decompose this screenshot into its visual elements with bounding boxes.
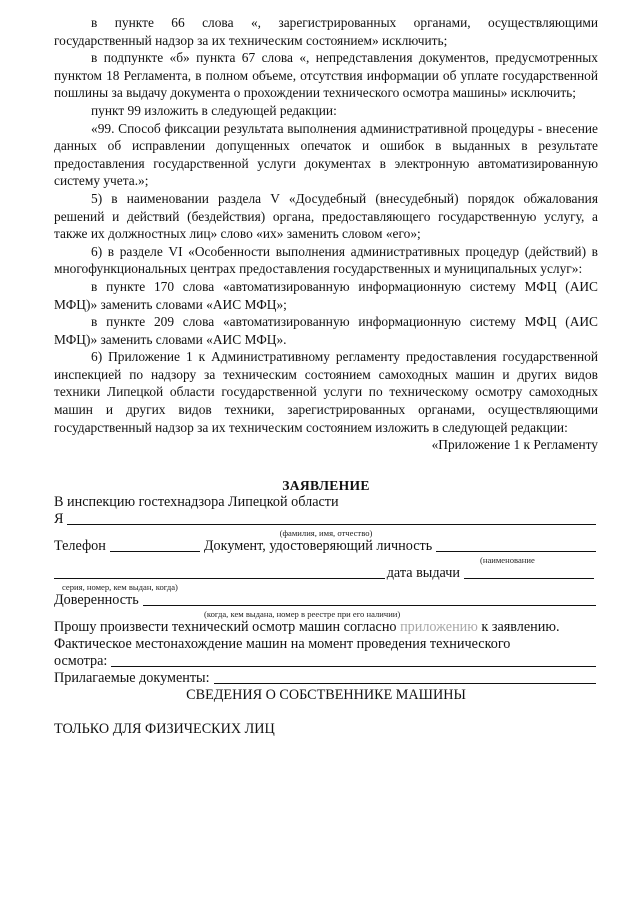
document-name-hint: (наименование: [480, 555, 535, 566]
applicant-label: Я: [54, 511, 64, 528]
amendment-paragraph-66: в пункте 66 слова «, зарегистрированных органами, осуществляющими государственный надзор за их техническим состоянием» исключить;: [54, 15, 598, 48]
identity-document-field[interactable]: [436, 538, 596, 552]
form-title: ЗАЯВЛЕНИЕ: [282, 477, 370, 493]
fio-hint: (фамилия, имя, отчество): [279, 528, 373, 539]
amendment-paragraph-67: в подпункте «б» пункта 67 слова «, непредставления документов, предусмотренных пунктом 18 Регламента, в полном объеме, отсутствия информации об уплате государственной пошлины за выдачу документа о прохождении технического осмотра машины» исключить;: [54, 50, 598, 101]
attached-documents-field[interactable]: [214, 670, 596, 684]
attached-documents-label: Прилагаемые документы:: [54, 670, 210, 687]
application-form: [54, 494, 598, 738]
power-of-attorney-field[interactable]: [143, 592, 596, 606]
power-of-attorney-hint: (когда, кем выдана, номер в реестре при его наличии): [204, 609, 401, 620]
owner-section-heading: СВЕДЕНИЯ О СОБСТВЕННИКЕ МАШИНЫ: [186, 687, 466, 704]
location-label: осмотра:: [54, 653, 108, 670]
inspection-request-line: [54, 619, 598, 636]
series-hint: серия, номер, кем выдан, когда): [62, 582, 178, 593]
amendment-annex-1: 6) Приложение 1 к Административному регламенту предоставления государственной инспекцией по надзору за техническим состоянием самоходных машин и других видов техники Липецкой области государственной услуги по техническому осмотру самоходных машин и других видов техники, зарегистрированных органами, осуществляющими государственный надзор за их техническим состоянием изложить в следующей редакции:: [54, 349, 598, 435]
issue-date-label: дата выдачи: [386, 565, 460, 582]
amendment-paragraph-209: в пункте 209 слова «автоматизированную информационную систему МФЦ (АИС МФЦ)» заменить словами «АИС МФЦ».: [54, 314, 598, 347]
amendment-section-6: 6) в разделе VI «Особенности выполнения административных процедур (действий) в многофункциональных центрах предоставления государственных и муниципальных услуг»:: [54, 243, 598, 277]
power-of-attorney-row: [54, 592, 598, 609]
request-text-start: Прошу произвести технический осмотр машин согласно: [54, 619, 397, 636]
machine-location-line: Фактическое местонахождение машин на момент проведения технического: [54, 636, 511, 653]
document-page: [54, 14, 598, 738]
identity-document-label: Документ, удостоверяющий личность: [203, 538, 433, 555]
document-details-row: [54, 565, 598, 582]
annex-reference: «Приложение 1 к Регламенту: [431, 437, 598, 453]
issue-date-field[interactable]: [464, 565, 594, 579]
applicant-name-field[interactable]: [67, 511, 596, 525]
individuals-only-heading: ТОЛЬКО ДЛЯ ФИЗИЧЕСКИХ ЛИЦ: [54, 721, 275, 738]
amendment-paragraph-170: в пункте 170 слова «автоматизированную информационную систему МФЦ (АИС МФЦ)» заменить словами «АИС МФЦ»;: [54, 278, 598, 312]
request-text-end: к заявлению.: [481, 619, 560, 636]
power-of-attorney-label: Доверенность: [54, 592, 139, 609]
amendment-section-5: 5) в наименовании раздела V «Досудебный (внесудебный) порядок обжалования решений и действий (бездействия) органа, предоставляющего государственную услугу, а также их должностных лиц» слово «их» заменить словом «его»;: [54, 190, 598, 242]
request-text-faded: приложению: [400, 619, 478, 636]
phone-label: Телефон: [54, 538, 106, 555]
applicant-name-row: [54, 511, 598, 528]
location-row: [54, 653, 598, 670]
phone-document-row: [54, 538, 598, 555]
machine-location-field[interactable]: [111, 653, 596, 667]
amendment-paragraph-99-intro: пункт 99 изложить в следующей редакции:: [91, 102, 337, 118]
attached-documents-row: [54, 670, 598, 687]
addressee-line: В инспекцию гостехнадзора Липецкой области: [54, 494, 339, 511]
amendment-paragraph-99-text: «99. Способ фиксации результата выполнения административной процедуры - внесение данных об исправлении допущенных опечаток и ошибок в выданных в результате предоставления государственной услуги документах в электронную автоматизированную систему учета.»;: [54, 120, 598, 189]
document-series-field[interactable]: [54, 565, 385, 579]
phone-field[interactable]: [110, 538, 200, 552]
